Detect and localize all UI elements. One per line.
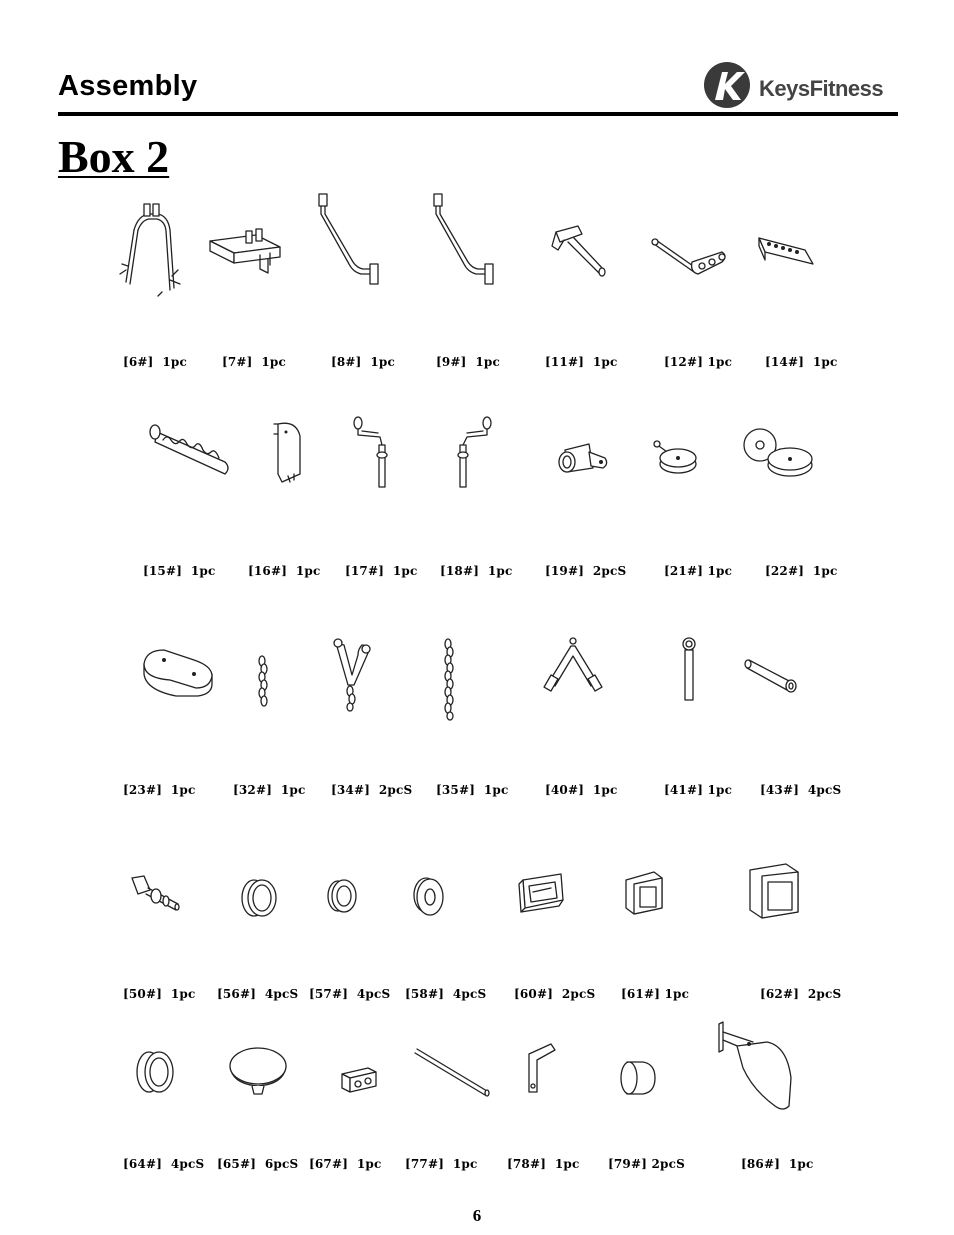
shaft-plate-icon [650,238,730,278]
part-56-label: [56#] 4pcS [217,987,299,1001]
arm-right-icon [430,192,500,292]
hole-tube-icon [755,234,825,274]
square-cap-small-icon [622,868,668,918]
double-pulley-icon [740,425,820,485]
pulley-bracket-icon [555,440,615,480]
part-11-label: [11#] 1pc [545,355,618,369]
pin-right-icon [455,415,495,495]
part-65-label: [65#] 6pcS [217,1157,299,1171]
part-86-label: [86#] 1pc [741,1157,814,1171]
part-58-label: [58#] 4pcS [405,987,487,1001]
crank-shaft-icon [548,222,618,282]
header-rule [58,112,898,116]
rod-icon [413,1045,495,1097]
single-pulley-icon [652,438,702,478]
bushing-small-icon [326,878,362,918]
part-79-label: [79#] 2pcS [608,1157,685,1171]
part-16-label: [16#] 1pc [248,564,321,578]
section-title: Assembly [58,70,198,102]
arm-left-icon [315,192,385,292]
pin-left-icon [352,415,392,495]
part-32-label: [32#] 1pc [233,783,306,797]
part-22-label: [22#] 1pc [765,564,838,578]
part-41-label: [41#] 1pc [664,783,733,797]
part-6-label: [6#] 1pc [123,355,187,369]
part-23-label: [23#] 1pc [123,783,196,797]
pulley-guard-icon [268,418,318,488]
l-bracket-icon [523,1042,563,1098]
part-78-label: [78#] 1pc [507,1157,580,1171]
part-21-label: [21#] 1pc [664,564,733,578]
part-40-label: [40#] 1pc [545,783,618,797]
part-9-label: [9#] 1pc [436,355,500,369]
part-35-label: [35#] 1pc [436,783,509,797]
part-17-label: [17#] 1pc [345,564,418,578]
short-chain-icon [254,655,274,707]
strap-icon [680,636,700,706]
part-12-label: [12#] 1pc [664,355,733,369]
handle-icon [330,635,380,715]
part-62-label: [62#] 2pcS [760,987,842,1001]
flanged-bushing-icon [135,1048,181,1096]
pad-icon [140,644,220,704]
washer-icon [410,875,450,919]
part-64-label: [64#] 4pcS [123,1157,205,1171]
roller-icon [745,652,805,692]
v-bar-icon [545,636,605,696]
box-title: Box 2 [58,131,170,182]
part-8-label: [8#] 1pc [331,355,395,369]
serpentine-plate-icon [145,420,235,480]
square-cap-large-icon [746,860,802,920]
part-67-label: [67#] 1pc [309,1157,382,1171]
brand-logo [703,60,903,110]
part-7-label: [7#] 1pc [222,355,286,369]
brand-logo-text: KeysFitness [759,76,884,101]
part-15-label: [15#] 1pc [143,564,216,578]
part-61-label: [61#] 1pc [621,987,690,1001]
block-icon [338,1062,384,1096]
part-14-label: [14#] 1pc [765,355,838,369]
long-chain-icon [440,638,460,720]
part-50-label: [50#] 1pc [123,987,196,1001]
slot-block-icon [515,870,571,920]
knob-icon [128,874,188,914]
bushing-large-icon [240,876,280,920]
part-60-label: [60#] 2pcS [514,987,596,1001]
part-18-label: [18#] 1pc [440,564,513,578]
keys-fitness-logo-icon [703,60,753,110]
part-34-label: [34#] 2pcS [331,783,413,797]
round-cap-icon [617,1058,659,1098]
part-57-label: [57#] 4pcS [309,987,391,1001]
part-77-label: [77#] 1pc [405,1157,478,1171]
part-43-label: [43#] 4pcS [760,783,842,797]
bracket-icon [208,225,288,285]
bumper-icon [226,1044,292,1098]
shield-icon [713,1020,797,1114]
page-number: 6 [472,1206,482,1225]
part-19-label: [19#] 2pcS [545,564,627,578]
frame-icon [118,200,188,300]
